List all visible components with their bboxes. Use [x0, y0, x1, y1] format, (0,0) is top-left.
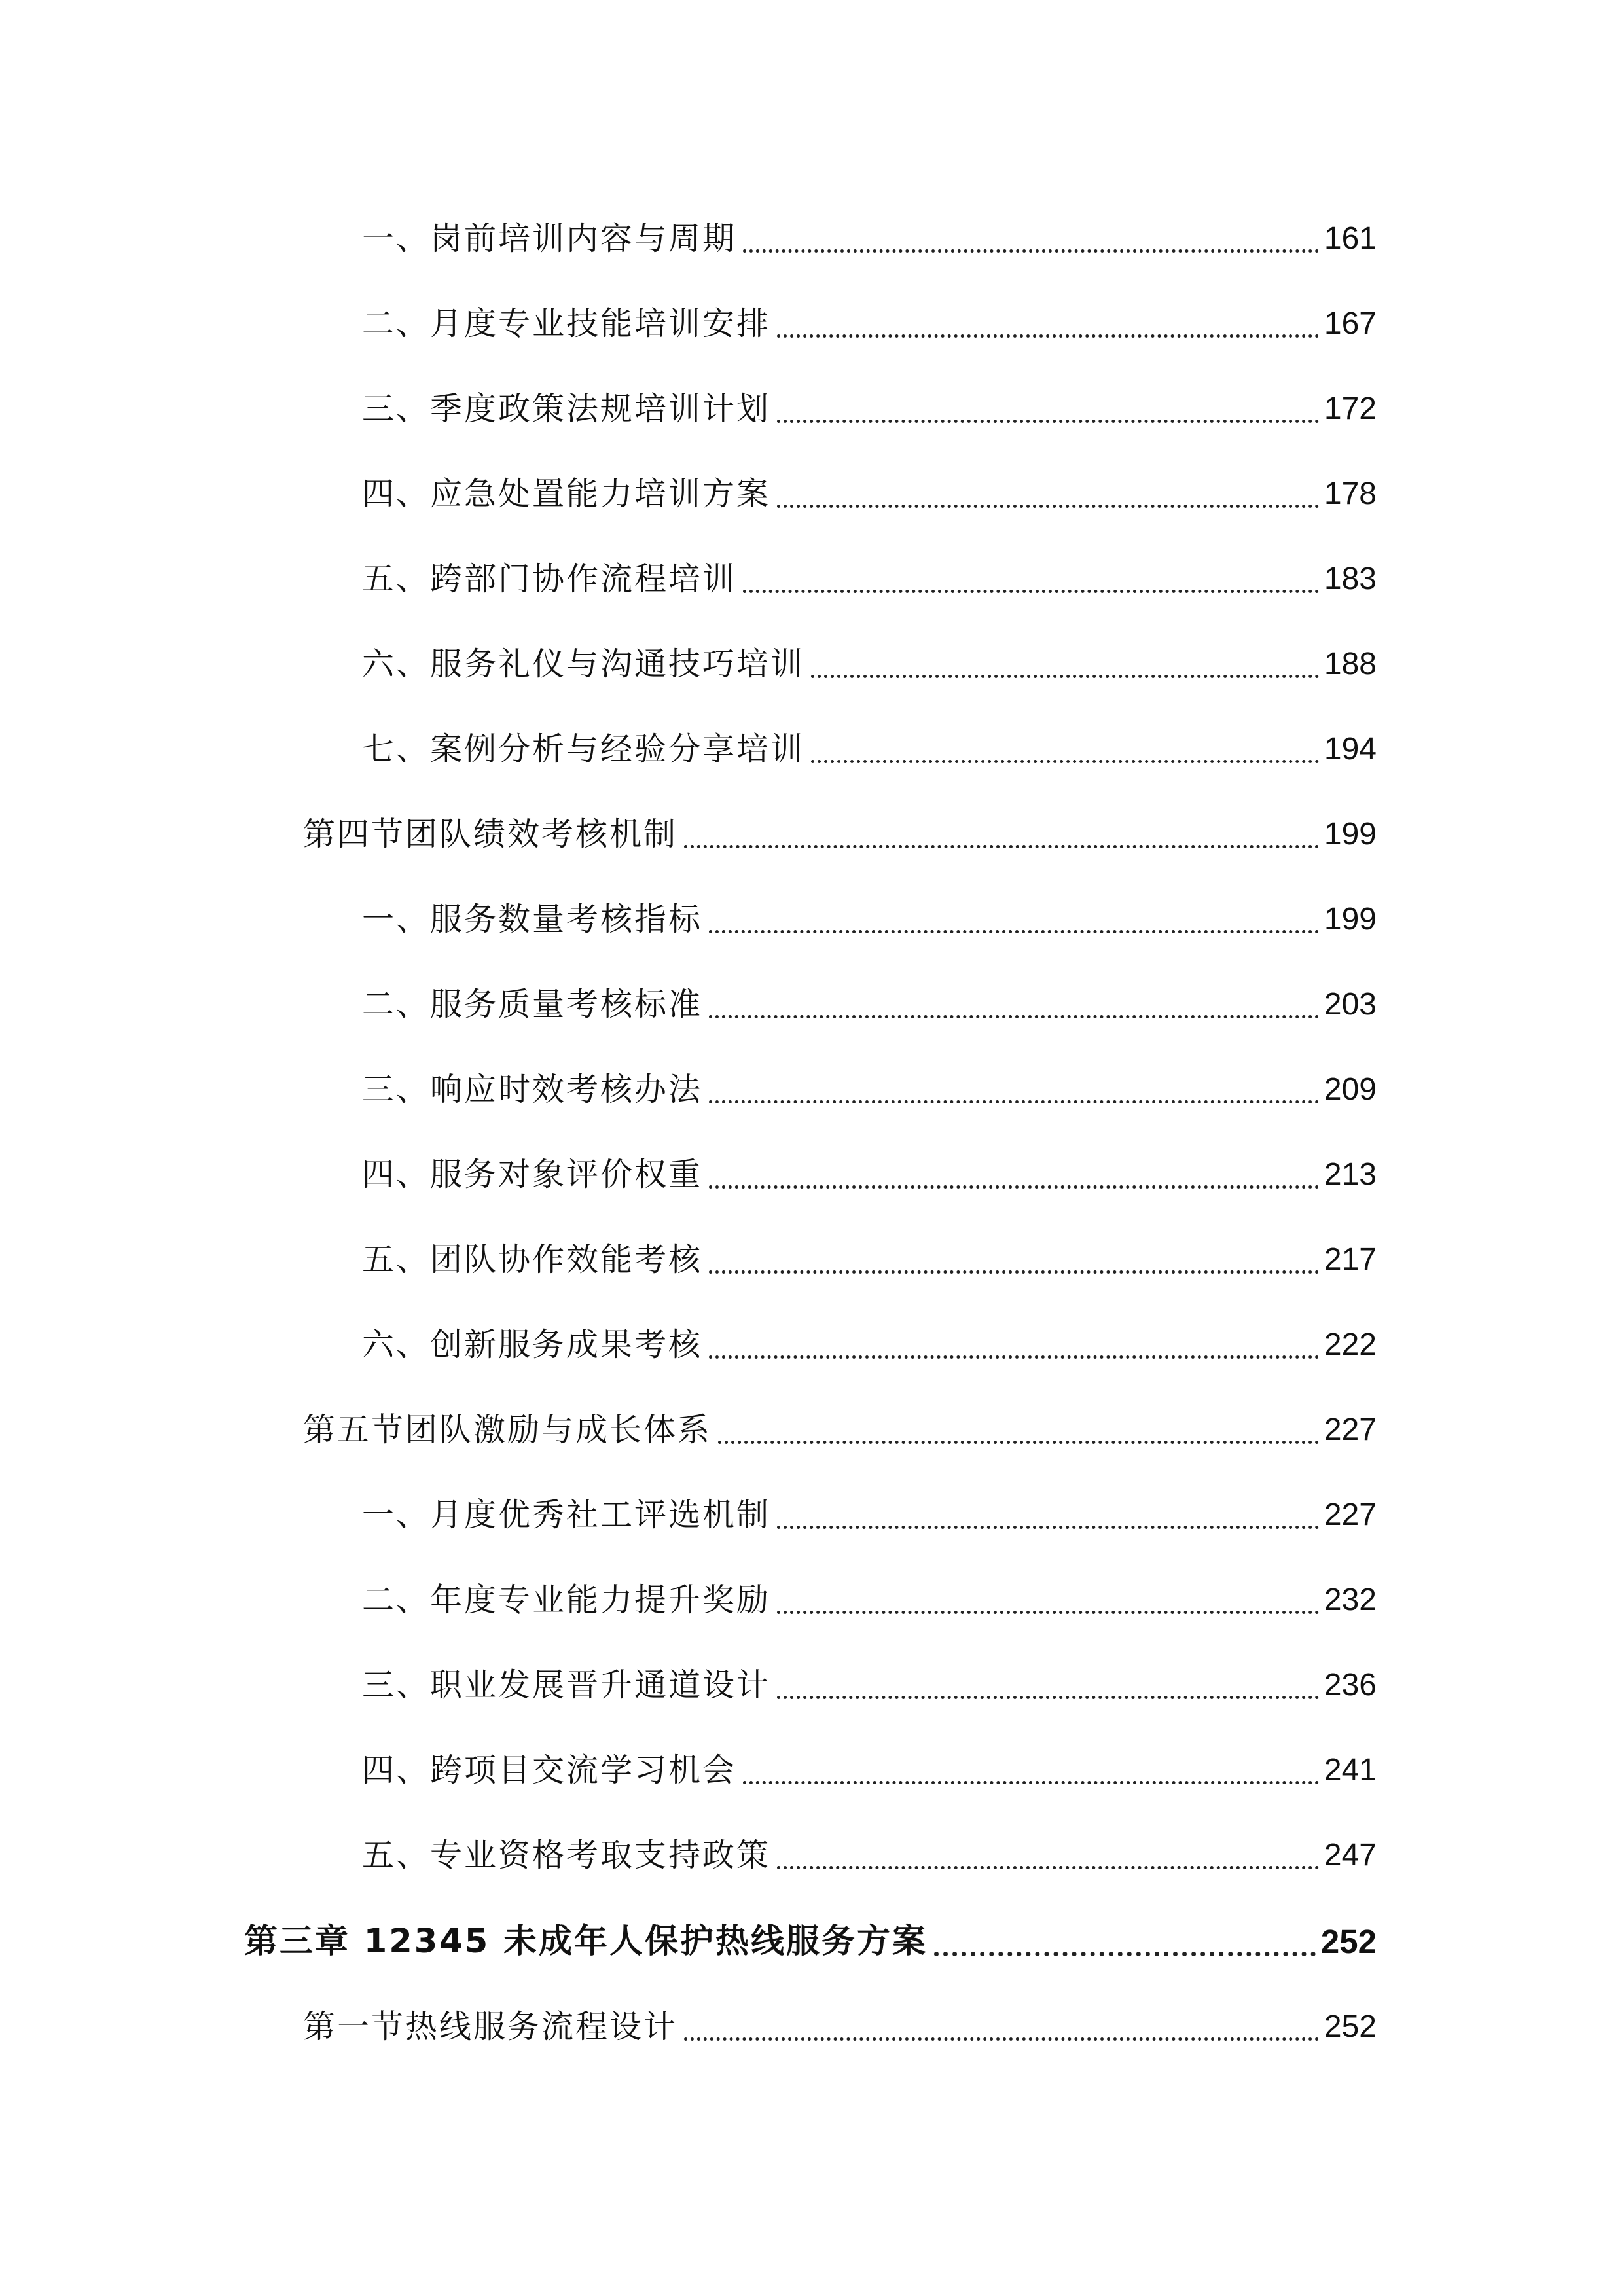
toc-entry-title: 三、季度政策法规培训计划 [362, 390, 771, 427]
toc-entry-page: 252 [1320, 1923, 1377, 1960]
toc-entry-title: 三、职业发展晋升通道设计 [362, 1666, 771, 1704]
toc-entry-page: 188 [1324, 647, 1377, 681]
toc-entry-page: 199 [1324, 902, 1377, 937]
dot-leader [709, 1270, 1319, 1274]
toc-entry-title: 二、年度专业能力提升奖励 [362, 1581, 771, 1619]
toc-entry-page: 247 [1324, 1838, 1377, 1873]
toc-entry-page: 194 [1324, 732, 1377, 766]
toc-entry-page: 161 [1324, 221, 1377, 256]
toc-entry-page: 252 [1324, 2009, 1377, 2044]
toc-entry[interactable] [362, 471, 1377, 517]
dot-leader [684, 2037, 1319, 2041]
dot-leader [777, 1611, 1319, 1614]
toc-entry[interactable] [362, 386, 1377, 432]
toc-entry-title: 第三章 12345 未成年人保护热线服务方案 [244, 1922, 928, 1961]
toc-entry-page: 172 [1324, 391, 1377, 426]
toc-entry[interactable] [362, 1748, 1377, 1793]
toc-entry[interactable] [362, 216, 1377, 262]
dot-leader [777, 505, 1319, 508]
toc-entry-title: 第五节团队激励与成长体系 [303, 1411, 712, 1448]
toc-entry[interactable] [362, 641, 1377, 687]
toc-entry-page: 167 [1324, 306, 1377, 341]
dot-leader [718, 1441, 1319, 1444]
dot-leader [684, 845, 1319, 848]
dot-leader [743, 1781, 1319, 1784]
toc-entry[interactable] [362, 982, 1377, 1028]
toc-entry-page: 183 [1324, 562, 1377, 596]
dot-leader [934, 1952, 1316, 1956]
toc-entry-chapter[interactable] [244, 1919, 1377, 1965]
toc-entry-title: 第四节团队绩效考核机制 [303, 816, 678, 853]
toc-entry-page: 241 [1324, 1753, 1377, 1787]
toc-entry-page: 227 [1324, 1498, 1377, 1532]
dot-leader [709, 1100, 1319, 1103]
toc-entry[interactable] [362, 1577, 1377, 1623]
toc-entry-section[interactable] [303, 2004, 1377, 2050]
dot-leader [743, 249, 1319, 253]
toc-entry-title: 一、月度优秀社工评选机制 [362, 1496, 771, 1534]
toc-entry[interactable] [362, 301, 1377, 347]
dot-leader [811, 675, 1319, 678]
toc-entry-title: 二、月度专业技能培训安排 [362, 305, 771, 342]
toc-entry-page: 222 [1324, 1327, 1377, 1362]
toc-entry[interactable] [362, 1152, 1377, 1198]
toc-entry-page: 199 [1324, 817, 1377, 852]
toc-entry-title: 六、创新服务成果考核 [362, 1326, 703, 1363]
toc-entry-page: 213 [1324, 1157, 1377, 1192]
toc-entry-page: 209 [1324, 1072, 1377, 1107]
dot-leader [777, 334, 1319, 338]
toc-entry-title: 四、服务对象评价权重 [362, 1156, 703, 1193]
toc-entry-title: 六、服务礼仪与沟通技巧培训 [362, 645, 805, 683]
dot-leader [811, 760, 1319, 763]
toc-entry[interactable] [362, 1492, 1377, 1538]
dot-leader [777, 1696, 1319, 1699]
toc-entry-section[interactable] [303, 1407, 1377, 1453]
toc-entry[interactable] [362, 1237, 1377, 1283]
dot-leader [777, 1526, 1319, 1529]
dot-leader [743, 590, 1319, 593]
toc-entry-title: 七、案例分析与经验分享培训 [362, 730, 805, 768]
toc-entry[interactable] [362, 1322, 1377, 1368]
toc-entry[interactable] [362, 556, 1377, 602]
toc-entry-title: 五、团队协作效能考核 [362, 1241, 703, 1278]
toc-entry[interactable] [362, 1067, 1377, 1113]
dot-leader [709, 1355, 1319, 1359]
toc-entry-page: 178 [1324, 476, 1377, 511]
toc-entry-title: 四、跨项目交流学习机会 [362, 1751, 737, 1789]
toc-entry-title: 五、跨部门协作流程培训 [362, 560, 737, 598]
toc-entry-page: 232 [1324, 1583, 1377, 1617]
toc-entry[interactable] [362, 1833, 1377, 1878]
toc-entry-title: 一、岗前培训内容与周期 [362, 220, 737, 257]
dot-leader [709, 1015, 1319, 1018]
toc-entry-title: 五、专业资格考取支持政策 [362, 1837, 771, 1874]
toc-entry-title: 三、响应时效考核办法 [362, 1071, 703, 1108]
dot-leader [777, 1866, 1319, 1869]
dot-leader [709, 930, 1319, 933]
toc-entry-page: 227 [1324, 1412, 1377, 1447]
dot-leader [777, 420, 1319, 423]
toc-entry[interactable] [362, 726, 1377, 772]
toc-entry[interactable] [362, 1662, 1377, 1708]
toc-entry-title: 二、服务质量考核标准 [362, 986, 703, 1023]
toc-entry-page: 236 [1324, 1668, 1377, 1702]
toc-entry-section[interactable] [303, 812, 1377, 857]
toc-entry-title: 第一节热线服务流程设计 [303, 2008, 678, 2045]
toc-entry-page: 203 [1324, 987, 1377, 1022]
toc-entry[interactable] [362, 897, 1377, 942]
dot-leader [709, 1185, 1319, 1189]
toc-entry-title: 四、应急处置能力培训方案 [362, 475, 771, 512]
toc-entry-page: 217 [1324, 1242, 1377, 1277]
toc-entry-title: 一、服务数量考核指标 [362, 901, 703, 938]
